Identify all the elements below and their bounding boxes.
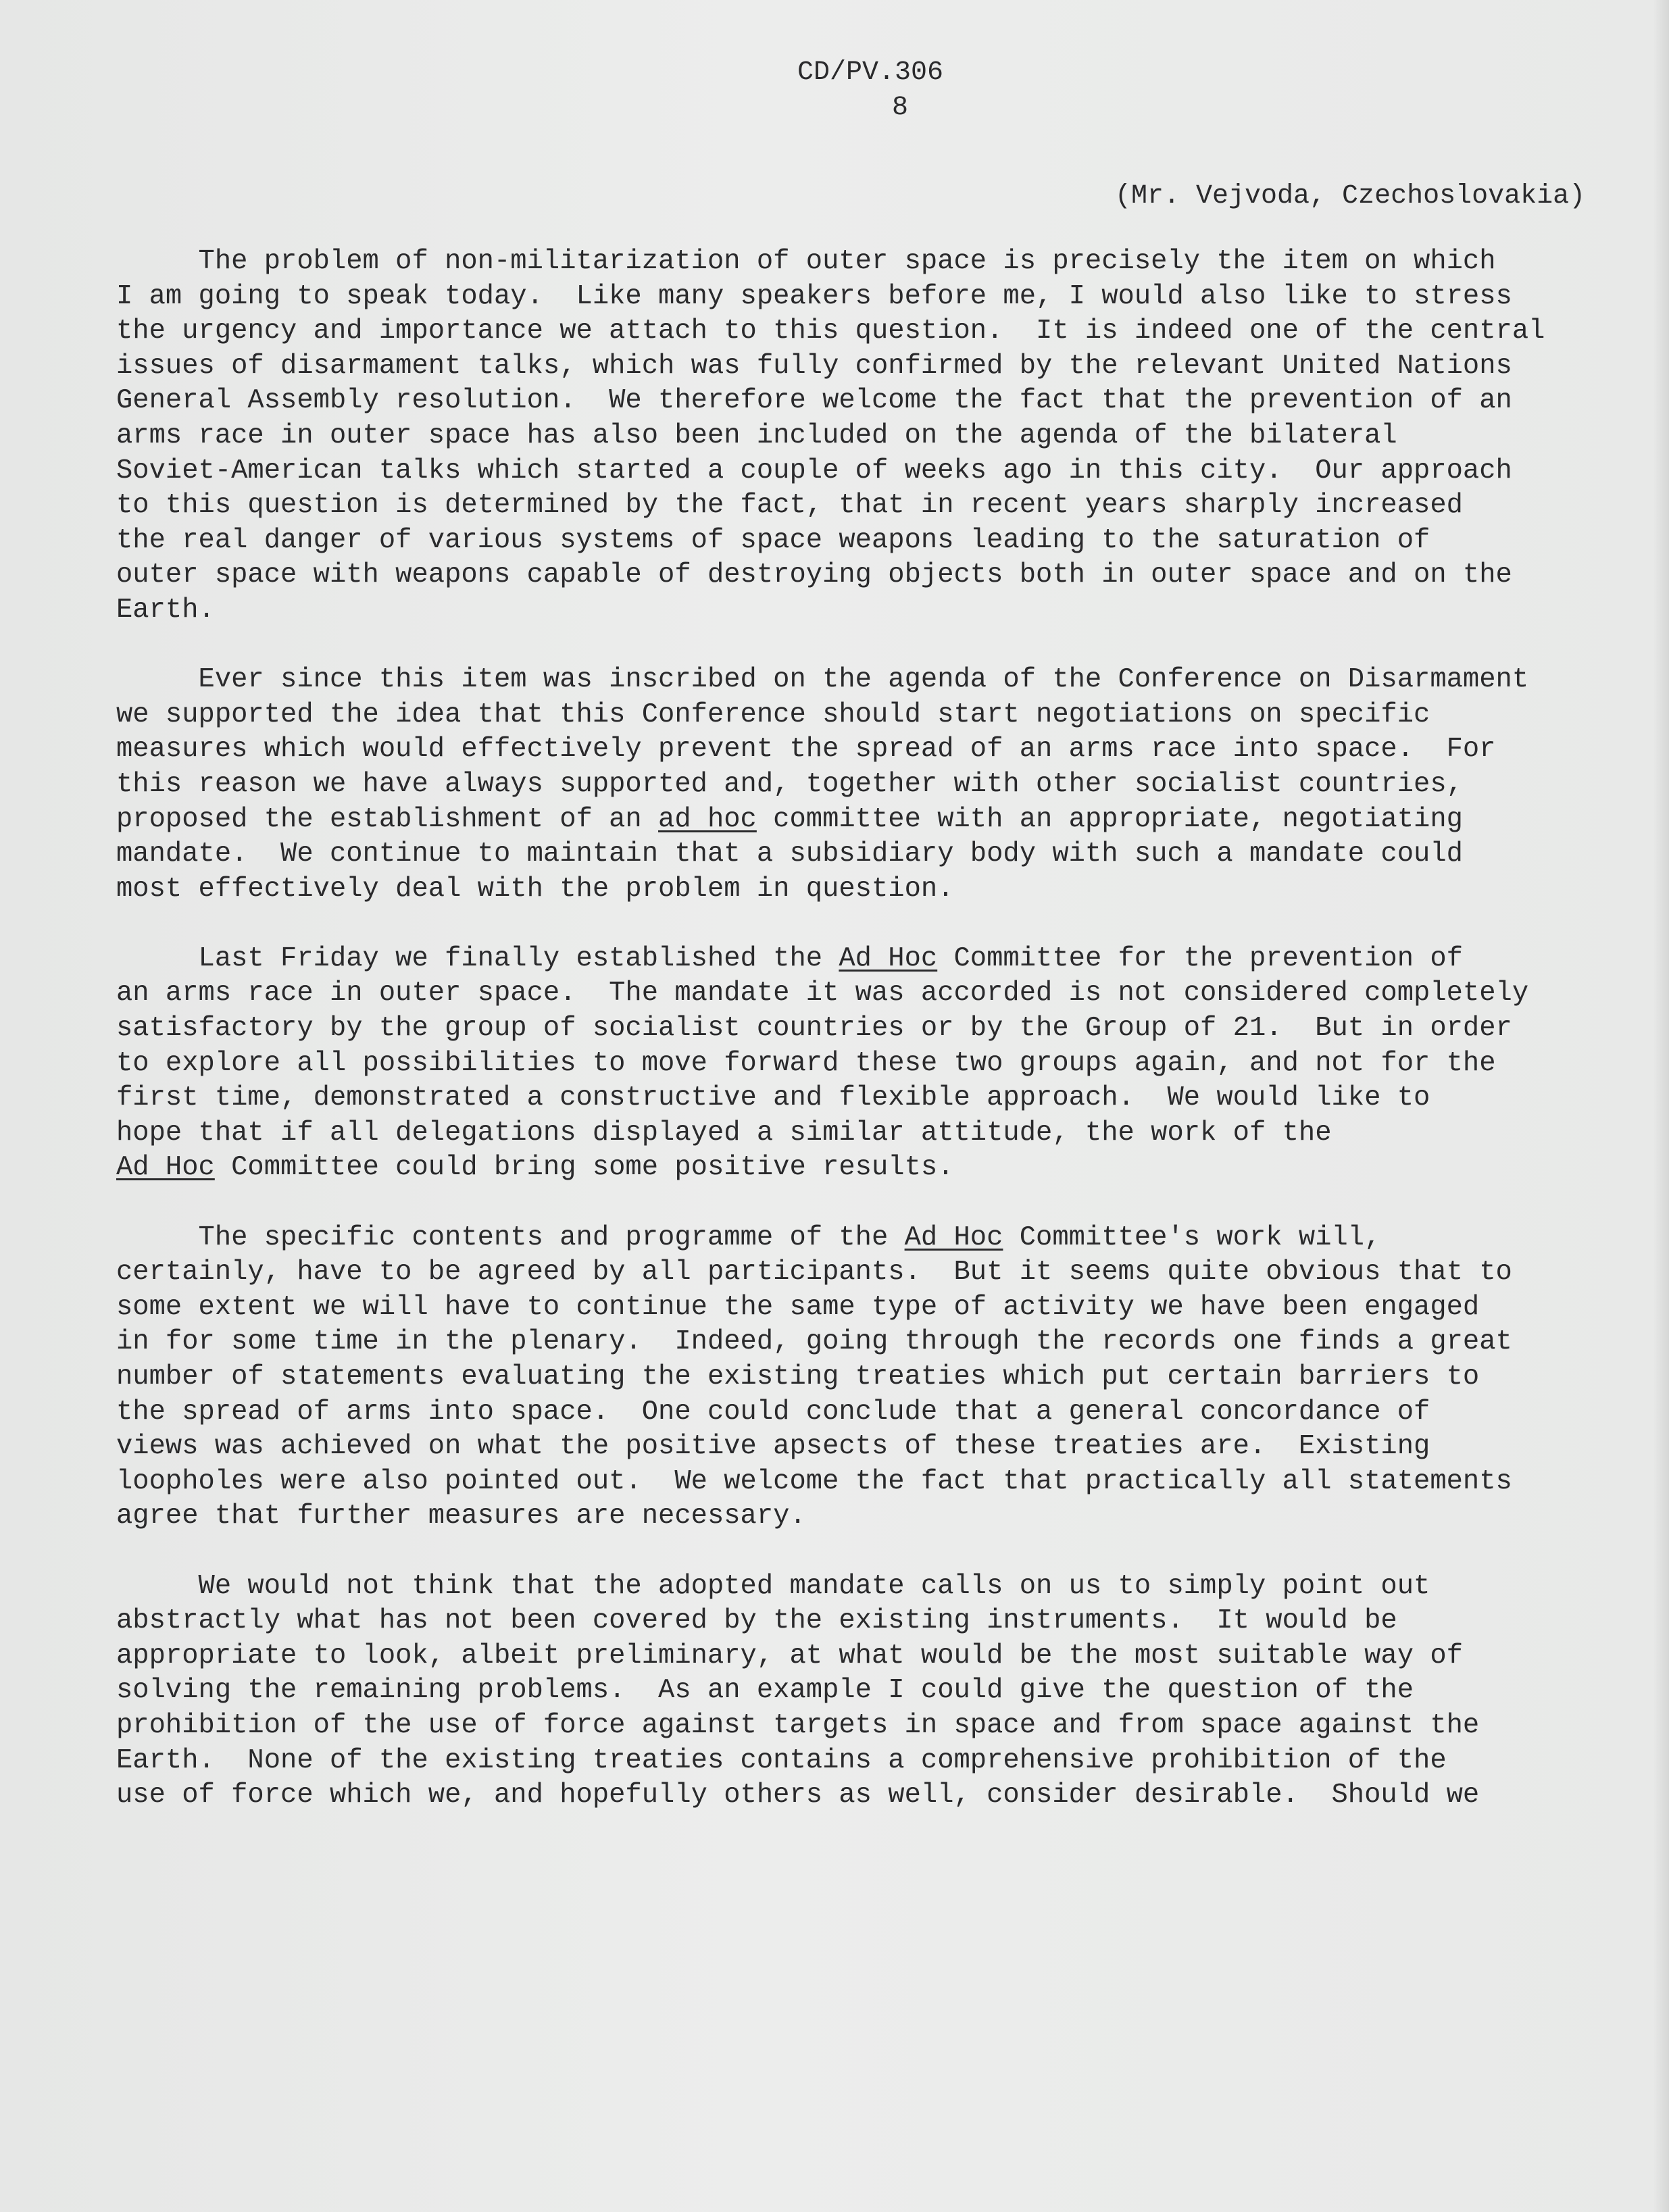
document-body	[116, 245, 1643, 1848]
text-line: to explore all possibilities to move forward these two groups again, and not for the	[116, 1047, 1496, 1079]
underlined-term: ad hoc	[658, 803, 757, 835]
page-number: 8	[892, 93, 909, 123]
text-line	[116, 1151, 1643, 1186]
text-line: issues of disarmament talks, which was fully confirmed by the relevant United Nations	[116, 350, 1512, 382]
text-line: the urgency and importance we attach to this question. It is indeed one of the central	[116, 316, 1545, 347]
text-line: abstractly what has not been covered by the existing instruments. It would be	[116, 1605, 1397, 1637]
underlined-term: Ad Hoc	[839, 942, 938, 974]
text-line: in for some time in the plenary. Indeed, going through the records one finds a great	[116, 1326, 1512, 1358]
text-line: The problem of non-militarization of outer space is precisely the item on which	[116, 246, 1496, 277]
text-segment: committee with an appropriate, negotiating	[756, 803, 1463, 835]
text-line: prohibition of the use of force against targets in space and from space against the	[116, 1709, 1480, 1741]
text-line: certainly, have to be agreed by all participants. But it seems quite obvious that to	[116, 1257, 1512, 1288]
text-line: first time, demonstrated a constructive and flexible approach. We would like to	[116, 1082, 1430, 1114]
text-line: We would not think that the adopted mandate calls on us to simply point out	[116, 1570, 1430, 1602]
text-line	[116, 1221, 1643, 1256]
text-segment: proposed the establishment of an	[116, 803, 659, 835]
text-segment: Committee could bring some positive results.	[214, 1152, 954, 1184]
page-header	[797, 55, 1000, 126]
text-line: mandate. We continue to maintain that a subsidiary body with such a mandate could	[116, 838, 1463, 870]
text-line: hope that if all delegations displayed a similar attitude, the work of the	[116, 1117, 1332, 1149]
paragraph-4	[116, 1221, 1643, 1534]
paragraph-3	[116, 942, 1643, 1186]
text-line: appropriate to look, albeit preliminary, at what would be the most suitable way of	[116, 1640, 1463, 1671]
text-line: loopholes were also pointed out. We welcome the fact that practically all statements	[116, 1465, 1512, 1497]
text-line: an arms race in outer space. The mandate it was accorded is not considered completely	[116, 978, 1529, 1009]
page-edge-shadow	[1653, 0, 1669, 2212]
text-line: Earth. None of the existing treaties contains a comprehensive prohibition of the	[116, 1744, 1447, 1776]
text-line: Soviet-American talks which started a couple of weeks ago in this city. Our approach	[116, 455, 1512, 486]
text-line: this reason we have always supported and, together with other socialist countries,	[116, 768, 1463, 800]
text-line: measures which would effectively prevent the spread of an arms race into space. For	[116, 734, 1496, 765]
text-line: to this question is determined by the fact, that in recent years sharply increased	[116, 490, 1463, 522]
text-line: most effectively deal with the problem in question.	[116, 873, 954, 905]
text-line: the real danger of various systems of space weapons leading to the saturation of	[116, 524, 1430, 556]
text-line: arms race in outer space has also been included on the agenda of the bilateral	[116, 420, 1397, 451]
text-line: the spread of arms into space. One could conclude that a general concordance of	[116, 1396, 1430, 1428]
paragraph-1	[116, 245, 1643, 628]
text-line: I am going to speak today. Like many speakers before me, I would also like to stress	[116, 280, 1512, 312]
text-line: agree that further measures are necessary.	[116, 1501, 806, 1532]
paragraph-2	[116, 663, 1643, 907]
text-segment: The specific contents and programme of the	[116, 1222, 905, 1253]
text-line: we supported the idea that this Conference should start negotiations on specific	[116, 699, 1430, 730]
text-line: General Assembly resolution. We therefore welcome the fact that the prevention of an	[116, 385, 1512, 417]
text-line: some extent we will have to continue the same type of activity we have been engaged	[116, 1291, 1480, 1323]
text-line: use of force which we, and hopefully others as well, consider desirable. Should we	[116, 1780, 1480, 1811]
text-segment: Last Friday we finally established the	[116, 942, 839, 974]
speaker-attribution: (Mr. Vejvoda, Czechoslovakia)	[1115, 181, 1586, 211]
text-line: solving the remaining problems. As an example I could give the question of the	[116, 1675, 1414, 1707]
text-line: Earth.	[116, 594, 215, 626]
text-line	[116, 803, 1643, 838]
text-segment: Committee's work will,	[1003, 1222, 1381, 1253]
text-line: number of statements evaluating the existing treaties which put certain barriers to	[116, 1361, 1480, 1392]
text-line: Ever since this item was inscribed on the agenda of the Conference on Disarmament	[116, 664, 1529, 696]
underlined-term: Ad Hoc	[904, 1222, 1003, 1253]
text-line	[116, 942, 1643, 977]
paragraph-5	[116, 1569, 1643, 1813]
text-line: satisfactory by the group of socialist countries or by the Group of 21. But in order	[116, 1013, 1512, 1045]
underlined-term: Ad Hoc	[116, 1152, 215, 1184]
text-segment: Committee for the prevention of	[937, 942, 1463, 974]
document-symbol: CD/PV.306	[797, 57, 944, 88]
text-line: views was achieved on what the positive apsects of these treaties are. Existing	[116, 1431, 1430, 1463]
text-line: outer space with weapons capable of destroying objects both in outer space and on the	[116, 559, 1512, 591]
